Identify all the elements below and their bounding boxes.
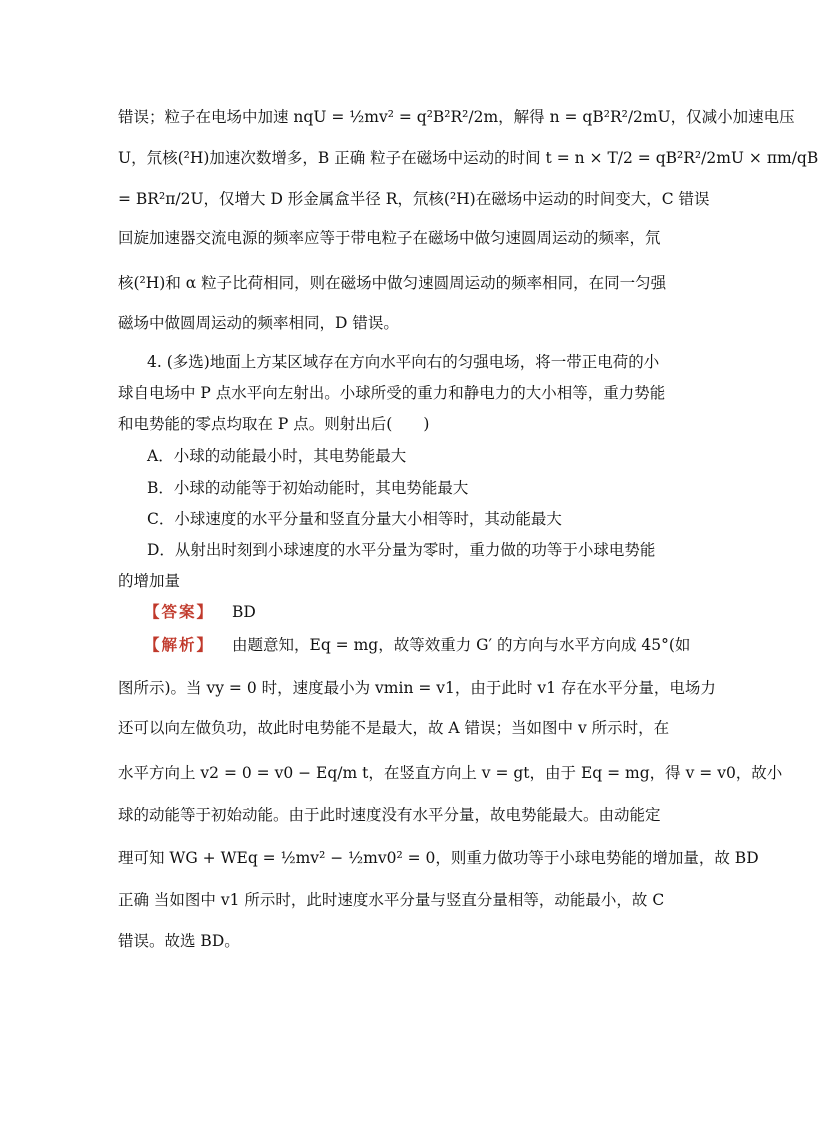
option-d: D．从射出时刻到小球速度的水平分量为零时，重力做的功等于小球电势能 xyxy=(147,541,656,559)
analysis-line-7: 正确 当如图中 v1 所示时，此时速度水平分量与竖直分量相等，动能最小，故 C xyxy=(118,891,665,909)
question-line-3: 和电势能的零点均取在 P 点。则射出后( ) xyxy=(118,415,430,433)
text-line-4: 回旋加速器交流电源的频率应等于带电粒子在磁场中做匀速圆周运动的频率，氘 xyxy=(118,229,661,247)
analysis-line-8: 错误。故选 BD。 xyxy=(118,932,240,950)
question-line-2: 球自电场中 P 点水平向左射出。小球所受的重力和静电力的大小相等，重力势能 xyxy=(118,384,666,402)
analysis-line-5: 球的动能等于初始动能。由于此时速度没有水平分量，故电势能最大。由动能定 xyxy=(118,806,661,824)
analysis-line-6: 理可知 WG + WEq = ½mv² − ½mv0² = 0，则重力做功等于小球电势能的增加量，故 BD xyxy=(118,849,759,867)
analysis-line-3: 还可以向左做负功，故此时电势能不是最大，故 A 错误；当如图中 v 所示时，在 xyxy=(118,719,670,737)
analysis-text-1: 由题意知，Eq = mg，故等效重力 G′ 的方向与水平方向成 45°(如 xyxy=(232,636,691,654)
question-line-1: 4. (多选)地面上方某区域存在方向水平向右的匀强电场，将一带正电荷的小 xyxy=(147,353,660,371)
text-line-5: 核(²H)和 α 粒子比荷相同，则在磁场中做匀速圆周运动的频率相同，在同一匀强 xyxy=(118,274,667,292)
option-b: B．小球的动能等于初始动能时，其电势能最大 xyxy=(147,479,469,497)
analysis-line-4: 水平方向上 v2 = 0 = v0 − Eq/m t，在竖直方向上 v = gt，由于 Eq = mg，得 v = v0，故小 xyxy=(118,764,783,782)
text-line-2: U，氘核(²H)加速次数增多，B 正确 粒子在磁场中运动的时间 t = n × T/2 = qB²R²/2mU × πm/qB xyxy=(118,149,818,167)
option-d-continued: 的增加量 xyxy=(118,572,181,590)
answer-row xyxy=(144,601,704,623)
text-line-6: 磁场中做圆周运动的频率相同，D 错误。 xyxy=(118,314,399,332)
text-line-3: = BR²π/2U，仅增大 D 形金属盒半径 R，氘核(²H)在磁场中运动的时间变大，C 错误 xyxy=(118,190,710,208)
analysis-line-1 xyxy=(144,634,704,656)
text-line-1: 错误；粒子在电场中加速 nqU = ½mv² = q²B²R²/2m，解得 n = qB²R²/2mU，仅减小加速电压 xyxy=(118,108,795,126)
analysis-label: 【解析】 xyxy=(144,635,215,654)
option-a: A．小球的动能最小时，其电势能最大 xyxy=(147,447,407,465)
analysis-line-2: 图所示)。当 vy = 0 时，速度最小为 vmin = v1，由于此时 v1 存在水平分量，电场力 xyxy=(118,679,716,697)
option-c: C．小球速度的水平分量和竖直分量大小相等时，其动能最大 xyxy=(147,510,562,528)
answer-value: BD xyxy=(232,603,256,621)
answer-label: 【答案】 xyxy=(144,602,215,621)
